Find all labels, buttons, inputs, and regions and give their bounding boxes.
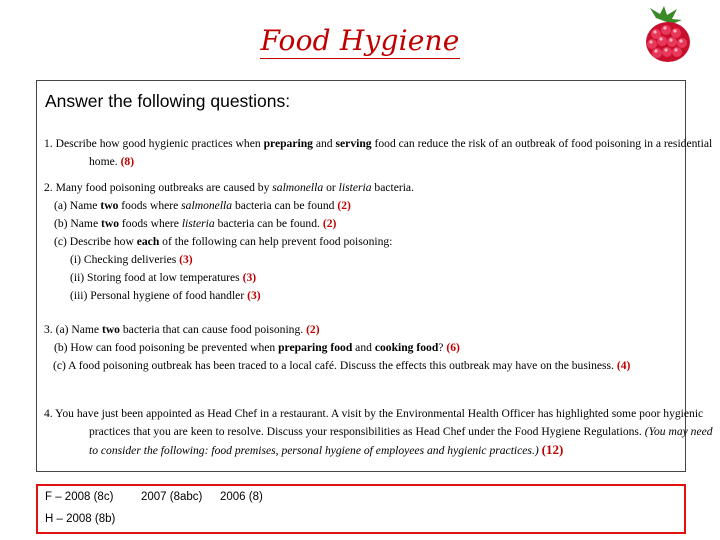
raspberry-icon — [632, 4, 696, 68]
past-paper-ref: 2007 (8abc) — [141, 491, 203, 503]
question-3c: (c) A food poisoning outbreak has been traced to a local café. Discuss the effects this outbreak may have on the business. (4) — [53, 359, 631, 372]
question-3a: 3. (a) Name two bacteria that can cause food poisoning. (2) — [44, 323, 320, 336]
question-2a: (a) Name two foods where salmonella bacteria can be found (2) — [54, 199, 351, 212]
question-2c-i: (i) Checking deliveries (3) — [70, 253, 193, 266]
question-2c-ii: (ii) Storing food at low temperatures (3) — [70, 271, 257, 284]
past-paper-ref: H – 2008 (8b) — [45, 513, 116, 525]
question-2: 2. Many food poisoning outbreaks are caused by salmonella or listeria bacteria. (a) Name two foods where salmonella bacteria can be found (2) (b) Name two foods where listeria bacteria can be found. (2) (c) Describe how each of the following can help prevent food poisoning: (i) Checking deliveries (3) (ii) Storing food at low temperatures (3) (iii) Personal hygiene of food handler (3) — [44, 179, 674, 305]
question-2c-iii: (iii) Personal hygiene of food handler (3) — [70, 289, 261, 302]
question-4: 4. You have just been appointed as Head Chef in a restaurant. A visit by the Environmental Health Officer has highlighted some poor hygienic practices that you are keen to resolve. Discuss your responsibilities as Head Chef under the Food Hygiene Regulations. (You may need to consider the following: food premises, personal hygiene of employees and hygienic practices.) (12) — [44, 407, 713, 457]
questions-box — [36, 80, 713, 472]
marks-label: (8) — [120, 155, 135, 168]
past-paper-ref: F – 2008 (8c) — [45, 491, 114, 503]
question-3b: (b) How can food poisoning be prevented when preparing food and cooking food? (6) — [54, 341, 460, 354]
question-2b: (b) Name two foods where listeria bacteria can be found. (2) — [54, 217, 337, 230]
question-3 — [44, 321, 674, 375]
question-1: 1. Describe how good hygienic practices when preparing and serving food can reduce the risk of an outbreak of food poisoning in a residential home. (8) — [44, 137, 713, 168]
past-papers-box — [36, 484, 686, 534]
question-2c: (c) Describe how each of the following can help prevent food poisoning: — [54, 235, 393, 248]
page-title: Food Hygiene — [260, 24, 460, 57]
questions-heading: Answer the following questions: — [45, 91, 291, 111]
past-paper-ref: 2006 (8) — [220, 491, 263, 503]
